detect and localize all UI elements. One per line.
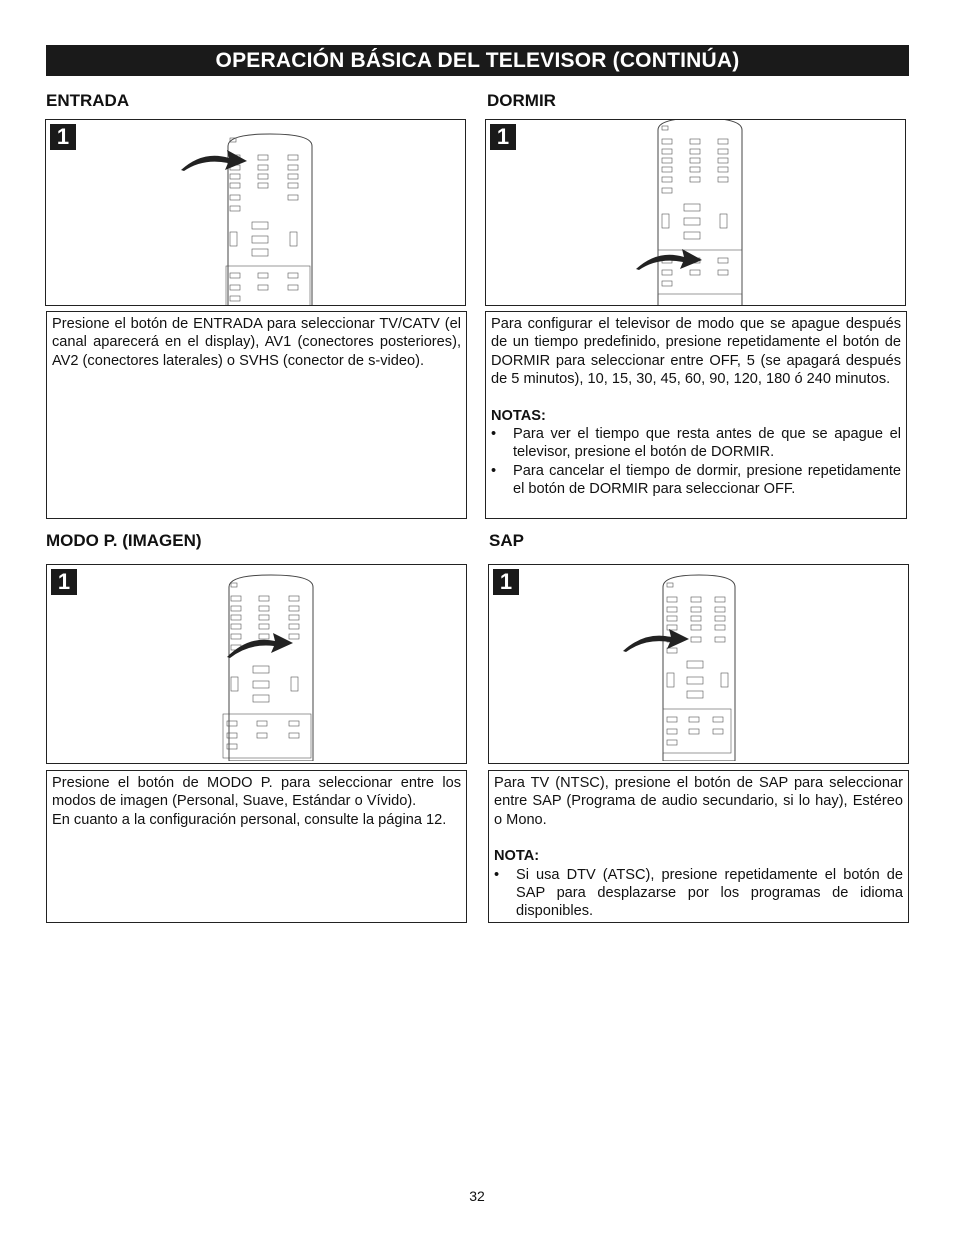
figure-entrada: [45, 119, 466, 306]
notes-title: NOTA:: [494, 848, 540, 865]
notes-list: [491, 425, 901, 499]
heading-entrada: ENTRADA: [46, 91, 130, 110]
paragraph-dormir: Para configurar el televisor de modo que se apague después de un tiempo predefinido, presione repetidamente el botón de DORMIR para seleccionar entre OFF, 5 (se apagará después de 5 minutos), 10, 15, 30, 45, 60, 90, 120, 180 ó 240 minutos.: [491, 316, 901, 388]
description-dormir: [485, 311, 907, 519]
arrow-icon: [181, 148, 251, 188]
note-item: • Para ver el tiempo que resta antes de que se apague el televisor, presione el botón de DORMIR.: [491, 425, 901, 462]
heading-sap: SAP: [489, 531, 524, 550]
figure-dormir: [485, 119, 906, 306]
page-banner-title: OPERACIÓN BÁSICA DEL TELEVISOR (CONTINÚA): [46, 45, 909, 76]
note-item: • Si usa DTV (ATSC), presione repetidamente el botón de SAP para desplazarse por los programas de idioma disponibles.: [494, 866, 903, 921]
figure-sap: [488, 564, 909, 764]
heading-dormir: DORMIR: [487, 91, 556, 110]
paragraph-entrada: Presione el botón de ENTRADA para seleccionar TV/CATV (el canal aparecerá en el display), AV1 (conectores posteriores), AV2 (conectores laterales) o SVHS (conector de s-video).: [52, 316, 461, 369]
step-number-badge: 1: [51, 569, 77, 595]
paragraph-sap: Para TV (NTSC), presione el botón de SAP para seleccionar entre SAP (Programa de audio secundario, si lo hay), Estéreo o Mono.: [494, 775, 903, 828]
notes-list: [494, 866, 903, 921]
arrow-icon: [636, 245, 706, 285]
paragraph-modo-1: Presione el botón de MODO P. para seleccionar entre los modos de imagen (Personal, Suave, Estándar o Vívido).: [52, 775, 461, 810]
paragraph-modo-2: En cuanto a la configuración personal, consulte la página 12.: [52, 811, 447, 828]
notes-title: NOTAS:: [491, 407, 546, 424]
step-number-badge: 1: [50, 124, 76, 150]
description-modo-imagen: [46, 770, 467, 923]
note-item: • Para cancelar el tiempo de dormir, presione repetidamente el botón de DORMIR para seleccionar OFF.: [491, 462, 901, 499]
figure-modo-imagen: [46, 564, 467, 764]
step-number-badge: 1: [493, 569, 519, 595]
description-entrada: [46, 311, 467, 519]
step-number-badge: 1: [490, 124, 516, 150]
remote-control-illustration: [659, 569, 769, 761]
arrow-icon: [227, 627, 297, 667]
arrow-icon: [623, 625, 693, 665]
page-number: 32: [469, 1188, 485, 1204]
heading-modo-imagen: MODO P. (IMAGEN): [46, 531, 202, 550]
description-sap: [488, 770, 909, 923]
